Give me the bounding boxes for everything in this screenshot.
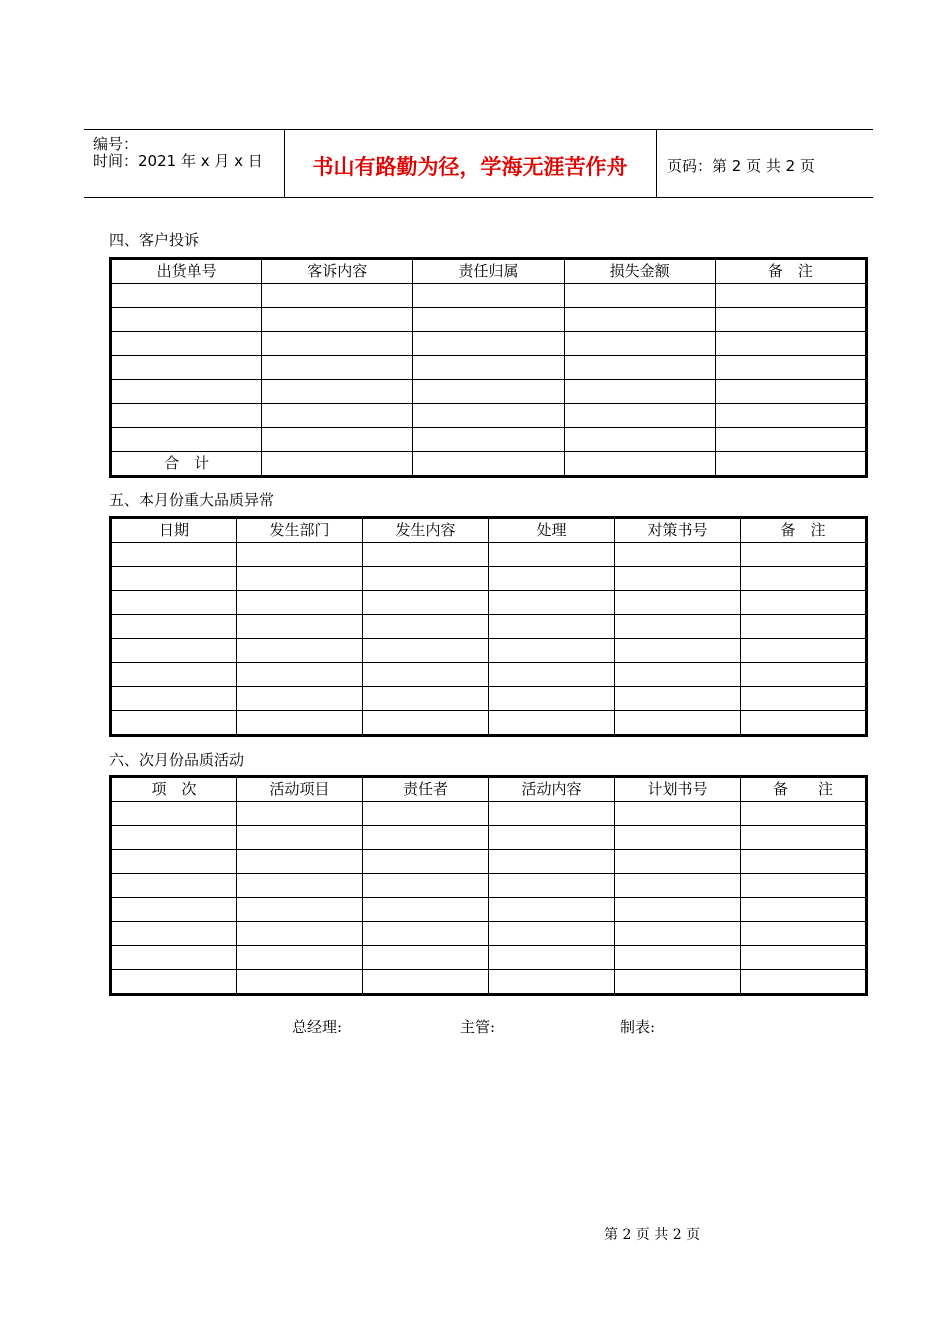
table-row xyxy=(111,428,867,452)
number-label: 编号： xyxy=(93,135,139,153)
table-cell[interactable] xyxy=(615,615,741,639)
table-row xyxy=(111,308,867,332)
table-cell[interactable] xyxy=(489,615,615,639)
table-cell[interactable] xyxy=(741,898,867,922)
motto: 书山有路勤为径，学海无涯苦作舟 xyxy=(284,130,657,197)
table-cell[interactable] xyxy=(111,639,237,663)
table-row xyxy=(111,663,867,687)
total-label: 合 计 xyxy=(111,452,262,477)
table-cell[interactable] xyxy=(615,591,741,615)
table-header-row xyxy=(111,777,867,802)
table-cell[interactable] xyxy=(564,428,715,452)
table-cell[interactable] xyxy=(363,922,489,946)
table-cell[interactable] xyxy=(363,591,489,615)
table-cell[interactable] xyxy=(262,284,413,308)
column-header: 日期 xyxy=(111,518,237,543)
table-cell[interactable] xyxy=(741,874,867,898)
table-row xyxy=(111,898,867,922)
table-cell[interactable] xyxy=(413,380,564,404)
column-header: 客诉内容 xyxy=(262,259,413,284)
table-row xyxy=(111,591,867,615)
table-cell[interactable] xyxy=(489,898,615,922)
table-cell[interactable] xyxy=(111,284,262,308)
table-cell[interactable] xyxy=(111,970,237,995)
table-cell[interactable] xyxy=(111,850,237,874)
table-row xyxy=(111,826,867,850)
column-header: 备 注 xyxy=(741,518,867,543)
table-cell[interactable] xyxy=(237,826,363,850)
table-cell[interactable] xyxy=(237,802,363,826)
table-cell[interactable] xyxy=(615,687,741,711)
table-row xyxy=(111,687,867,711)
table-cell[interactable] xyxy=(564,356,715,380)
table-cell[interactable] xyxy=(615,946,741,970)
table-cell[interactable] xyxy=(489,970,615,995)
table-cell[interactable] xyxy=(363,711,489,736)
table-cell[interactable] xyxy=(489,874,615,898)
table-row xyxy=(111,850,867,874)
table-cell[interactable] xyxy=(413,452,564,477)
table-cell[interactable] xyxy=(237,615,363,639)
table-row xyxy=(111,567,867,591)
quality-anomalies-table xyxy=(109,516,868,737)
table-cell[interactable] xyxy=(715,284,866,308)
table-cell[interactable] xyxy=(489,639,615,663)
table-row xyxy=(111,380,867,404)
table-cell[interactable] xyxy=(111,332,262,356)
column-header: 备 注 xyxy=(741,777,867,802)
table-row xyxy=(111,284,867,308)
table-cell[interactable] xyxy=(111,663,237,687)
table-cell[interactable] xyxy=(715,308,866,332)
table-cell[interactable] xyxy=(363,615,489,639)
table-cell[interactable] xyxy=(741,543,867,567)
table-cell[interactable] xyxy=(741,591,867,615)
time-label: 时间：2021 年 x 月 x 日 xyxy=(93,152,263,170)
table-cell[interactable] xyxy=(111,946,237,970)
table-cell[interactable] xyxy=(741,567,867,591)
table-cell[interactable] xyxy=(363,826,489,850)
column-header: 项 次 xyxy=(111,777,237,802)
column-header: 责任者 xyxy=(363,777,489,802)
column-header: 发生部门 xyxy=(237,518,363,543)
table-cell[interactable] xyxy=(615,826,741,850)
table-row xyxy=(111,543,867,567)
table-cell[interactable] xyxy=(111,591,237,615)
column-header: 活动内容 xyxy=(489,777,615,802)
table-cell[interactable] xyxy=(489,850,615,874)
table-header-row xyxy=(111,259,867,284)
table-row xyxy=(111,404,867,428)
table-cell[interactable] xyxy=(741,639,867,663)
table-cell[interactable] xyxy=(489,826,615,850)
table-cell[interactable] xyxy=(363,687,489,711)
table-cell[interactable] xyxy=(111,874,237,898)
table-cell[interactable] xyxy=(413,356,564,380)
table-cell[interactable] xyxy=(615,970,741,995)
column-header: 损失金额 xyxy=(564,259,715,284)
table-cell[interactable] xyxy=(111,615,237,639)
document-header xyxy=(84,129,873,198)
table-cell[interactable] xyxy=(715,452,866,477)
quality-activities-table xyxy=(109,775,868,996)
table-cell[interactable] xyxy=(564,284,715,308)
table-cell[interactable] xyxy=(489,687,615,711)
table-cell[interactable] xyxy=(237,946,363,970)
table-cell[interactable] xyxy=(363,639,489,663)
table-row xyxy=(111,639,867,663)
table-cell[interactable] xyxy=(564,452,715,477)
table-row xyxy=(111,802,867,826)
table-cell[interactable] xyxy=(262,380,413,404)
table-cell[interactable] xyxy=(111,308,262,332)
table-row xyxy=(111,332,867,356)
table-cell[interactable] xyxy=(237,591,363,615)
column-header: 处理 xyxy=(489,518,615,543)
supervisor-signature-label: 主管: xyxy=(460,1018,496,1036)
table-cell[interactable] xyxy=(489,591,615,615)
table-cell[interactable] xyxy=(363,663,489,687)
table-cell[interactable] xyxy=(363,874,489,898)
table-row xyxy=(111,874,867,898)
table-cell[interactable] xyxy=(489,567,615,591)
table-cell[interactable] xyxy=(111,826,237,850)
table-cell[interactable] xyxy=(237,687,363,711)
table-cell[interactable] xyxy=(262,404,413,428)
table-cell[interactable] xyxy=(489,663,615,687)
column-header: 责任归属 xyxy=(413,259,564,284)
table-cell[interactable] xyxy=(111,356,262,380)
table-cell[interactable] xyxy=(363,802,489,826)
table-cell[interactable] xyxy=(615,567,741,591)
table-cell[interactable] xyxy=(489,543,615,567)
table-cell[interactable] xyxy=(111,404,262,428)
table-cell[interactable] xyxy=(741,970,867,995)
table-cell[interactable] xyxy=(715,356,866,380)
table-cell[interactable] xyxy=(741,922,867,946)
table-cell[interactable] xyxy=(615,663,741,687)
table-cell[interactable] xyxy=(111,543,237,567)
table-cell[interactable] xyxy=(111,922,237,946)
table-cell[interactable] xyxy=(237,543,363,567)
table-cell[interactable] xyxy=(237,663,363,687)
header-meta-cell xyxy=(84,130,285,197)
table-cell[interactable] xyxy=(741,826,867,850)
table-cell[interactable] xyxy=(262,332,413,356)
table-cell[interactable] xyxy=(363,543,489,567)
table-cell[interactable] xyxy=(413,404,564,428)
table-cell[interactable] xyxy=(111,711,237,736)
table-cell[interactable] xyxy=(413,428,564,452)
table-cell[interactable] xyxy=(111,687,237,711)
table-cell[interactable] xyxy=(615,898,741,922)
table-row xyxy=(111,356,867,380)
table-cell[interactable] xyxy=(615,711,741,736)
table-cell[interactable] xyxy=(741,663,867,687)
table-cell[interactable] xyxy=(489,802,615,826)
section-title-quality-activities: 六、次月份品质活动 xyxy=(109,751,245,769)
table-row xyxy=(111,970,867,995)
table-cell[interactable] xyxy=(363,567,489,591)
table-cell[interactable] xyxy=(741,850,867,874)
table-cell[interactable] xyxy=(564,332,715,356)
table-cell[interactable] xyxy=(363,898,489,922)
column-header: 活动项目 xyxy=(237,777,363,802)
table-cell[interactable] xyxy=(615,543,741,567)
table-cell[interactable] xyxy=(564,308,715,332)
table-cell[interactable] xyxy=(237,639,363,663)
column-header: 发生内容 xyxy=(363,518,489,543)
prepared-by-signature-label: 制表: xyxy=(620,1018,656,1036)
table-row xyxy=(111,922,867,946)
table-cell[interactable] xyxy=(715,428,866,452)
section-title-quality-anomalies: 五、本月份重大品质异常 xyxy=(109,491,275,509)
table-cell[interactable] xyxy=(489,946,615,970)
table-cell[interactable] xyxy=(237,874,363,898)
table-cell[interactable] xyxy=(413,308,564,332)
table-cell[interactable] xyxy=(363,850,489,874)
customer-complaints-table xyxy=(109,257,868,478)
table-header-row xyxy=(111,518,867,543)
table-cell[interactable] xyxy=(111,380,262,404)
table-cell[interactable] xyxy=(262,356,413,380)
table-row xyxy=(111,946,867,970)
table-cell[interactable] xyxy=(237,567,363,591)
table-cell[interactable] xyxy=(111,898,237,922)
table-cell[interactable] xyxy=(715,380,866,404)
table-cell[interactable] xyxy=(237,898,363,922)
column-header: 对策书号 xyxy=(615,518,741,543)
general-manager-signature-label: 总经理: xyxy=(292,1018,343,1036)
table-cell[interactable] xyxy=(237,850,363,874)
table-cell[interactable] xyxy=(615,874,741,898)
table-cell[interactable] xyxy=(111,428,262,452)
table-cell[interactable] xyxy=(363,946,489,970)
table-cell[interactable] xyxy=(111,802,237,826)
table-row xyxy=(111,711,867,736)
column-header: 计划书号 xyxy=(615,777,741,802)
table-row xyxy=(111,615,867,639)
table-cell[interactable] xyxy=(413,284,564,308)
table-cell[interactable] xyxy=(237,711,363,736)
table-cell[interactable] xyxy=(489,922,615,946)
table-cell[interactable] xyxy=(615,922,741,946)
table-cell[interactable] xyxy=(237,970,363,995)
table-cell[interactable] xyxy=(741,711,867,736)
table-cell[interactable] xyxy=(489,711,615,736)
table-cell[interactable] xyxy=(237,922,363,946)
table-cell[interactable] xyxy=(615,802,741,826)
page-footer: 第 2 页 共 2 页 xyxy=(604,1227,701,1243)
column-header: 备 注 xyxy=(715,259,866,284)
column-header: 出货单号 xyxy=(111,259,262,284)
table-cell[interactable] xyxy=(262,428,413,452)
table-cell[interactable] xyxy=(564,404,715,428)
table-cell[interactable] xyxy=(363,970,489,995)
table-cell[interactable] xyxy=(564,380,715,404)
table-cell[interactable] xyxy=(741,687,867,711)
table-cell[interactable] xyxy=(741,615,867,639)
table-cell[interactable] xyxy=(262,308,413,332)
page-label: 页码：第 2 页 共 2 页 xyxy=(667,157,815,175)
total-row xyxy=(111,452,867,477)
section-title-customer-complaints: 四、客户投诉 xyxy=(109,231,200,249)
table-cell[interactable] xyxy=(715,404,866,428)
table-cell[interactable] xyxy=(111,567,237,591)
table-cell[interactable] xyxy=(741,946,867,970)
table-cell[interactable] xyxy=(741,802,867,826)
table-cell[interactable] xyxy=(262,452,413,477)
table-cell[interactable] xyxy=(615,639,741,663)
table-cell[interactable] xyxy=(615,850,741,874)
table-cell[interactable] xyxy=(715,332,866,356)
table-cell[interactable] xyxy=(413,332,564,356)
